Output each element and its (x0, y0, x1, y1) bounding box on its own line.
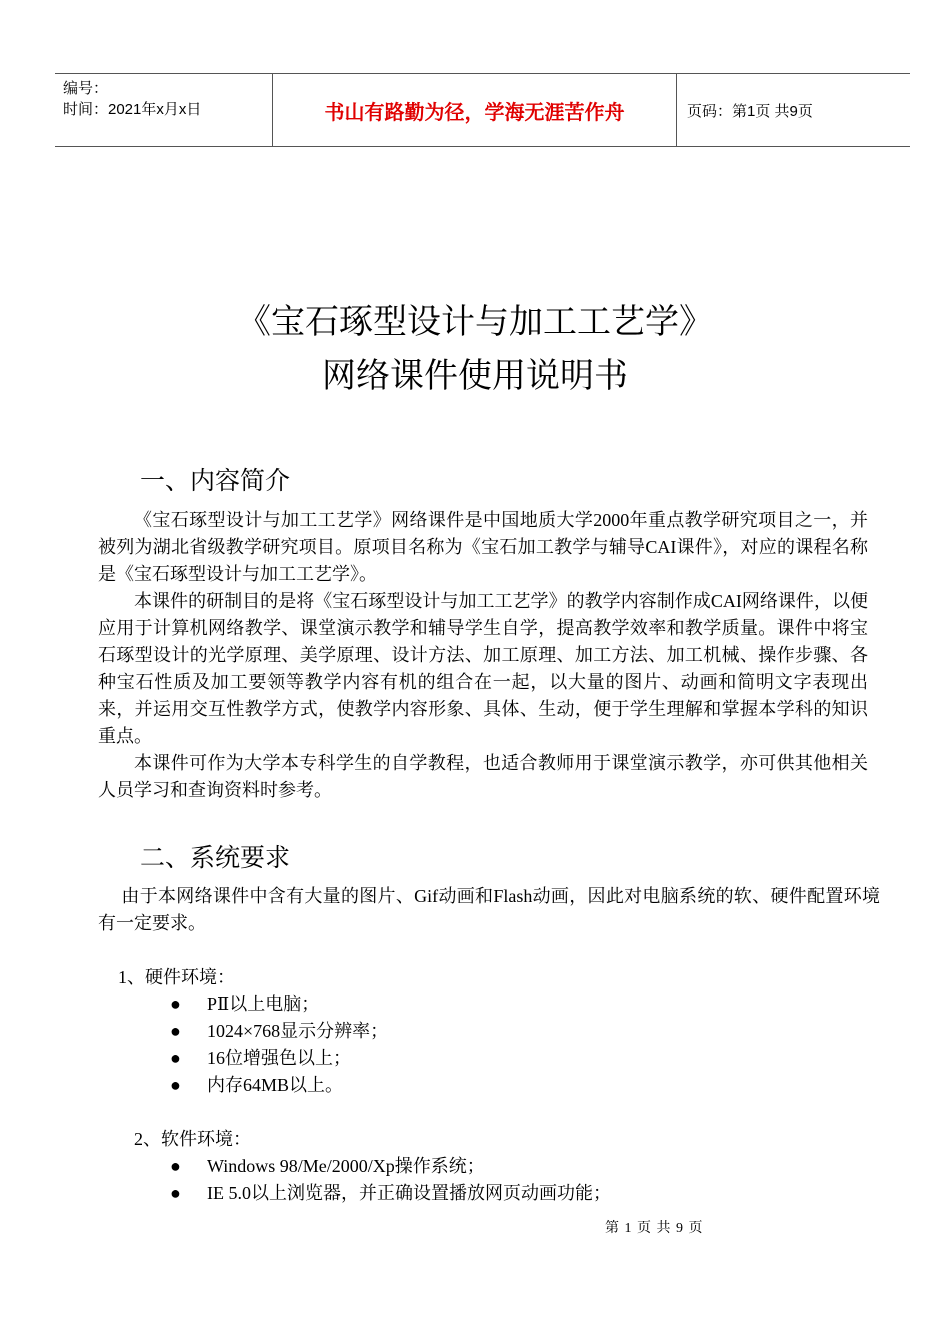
section1-body (98, 507, 868, 804)
software-label: 2、软件环境： (134, 1129, 251, 1149)
header-page-info: 页码：第1页 共9页 (687, 102, 813, 120)
software-list (170, 1153, 611, 1207)
list-item: ● IE 5.0以上浏览器，并正确设置播放网页动画功能； (170, 1180, 611, 1207)
section1-paragraph: 《宝石琢型设计与加工工艺学》网络课件是中国地质大学2000年重点教学研究项目之一，并被列为湖北省级教学研究项目。原项目名称为《宝石加工教学与辅导CAI课件》，对应的课程名称是《宝石琢型设计与加工工艺学》。 (98, 510, 868, 584)
document-title-line1: 《宝石琢型设计与加工工艺学》 (237, 302, 713, 342)
bullet-icon: ● (170, 1156, 181, 1176)
section1-paragraph: 本课件的研制目的是将《宝石琢型设计与加工工艺学》的教学内容制作成CAI网络课件，以便应用于计算机网络教学、课堂演示教学和辅导学生自学，提高教学效率和教学质量。课件中将宝石琢型设计的光学原理、美学原理、设计方法、加工原理、加工方法、加工机械、操作步骤、各种宝石性质及加工要领等教学内容有机的组合在一起，以大量的图片、动画和简明文字表现出来，并运用交互性教学方式，使教学内容形象、具体、生动，便于学生理解和掌握本学科的知识重点。 (98, 591, 868, 746)
section2-heading: 二、系统要求 (140, 843, 291, 872)
header-motto: 书山有路勤为径，学海无涯苦作舟 (273, 74, 677, 146)
page-header (55, 73, 910, 147)
section1-paragraph: 本课件可作为大学本专科学生的自学教程，也适合教师用于课堂演示教学，亦可供其他相关人员学习和查询资料时参考。 (98, 753, 868, 800)
header-meta (55, 74, 273, 146)
section2-intro-text: 由于本网络课件中含有大量的图片、Gif动画和Flash动画，因此对电脑系统的软、硬件配置环境有一定要求。 (98, 886, 880, 933)
bullet-icon: ● (170, 1183, 181, 1203)
list-item: ● 16位增强色以上； (170, 1045, 388, 1072)
hardware-label: 1、硬件环境： (118, 967, 235, 987)
hardware-list (170, 991, 388, 1099)
section1-heading: 一、内容简介 (140, 466, 291, 495)
page-footer: 第 1 页 共 9 页 (605, 1221, 704, 1236)
bullet-icon: ● (170, 1075, 181, 1095)
document-number-label: 编号： (63, 80, 109, 97)
document-time-label: 时间：2021年x月x日 (63, 101, 202, 118)
bullet-icon: ● (170, 1048, 181, 1068)
list-item: ● PⅡ以上电脑； (170, 991, 388, 1018)
list-item: ● Windows 98/Me/2000/Xp操作系统； (170, 1153, 611, 1180)
bullet-icon: ● (170, 1021, 181, 1041)
list-item: ● 内存64MB以上。 (170, 1072, 388, 1099)
list-item: ● 1024×768显示分辨率； (170, 1018, 388, 1045)
section2-intro (98, 883, 880, 937)
bullet-icon: ● (170, 994, 181, 1014)
document-title-line2: 网络课件使用说明书 (322, 356, 628, 396)
